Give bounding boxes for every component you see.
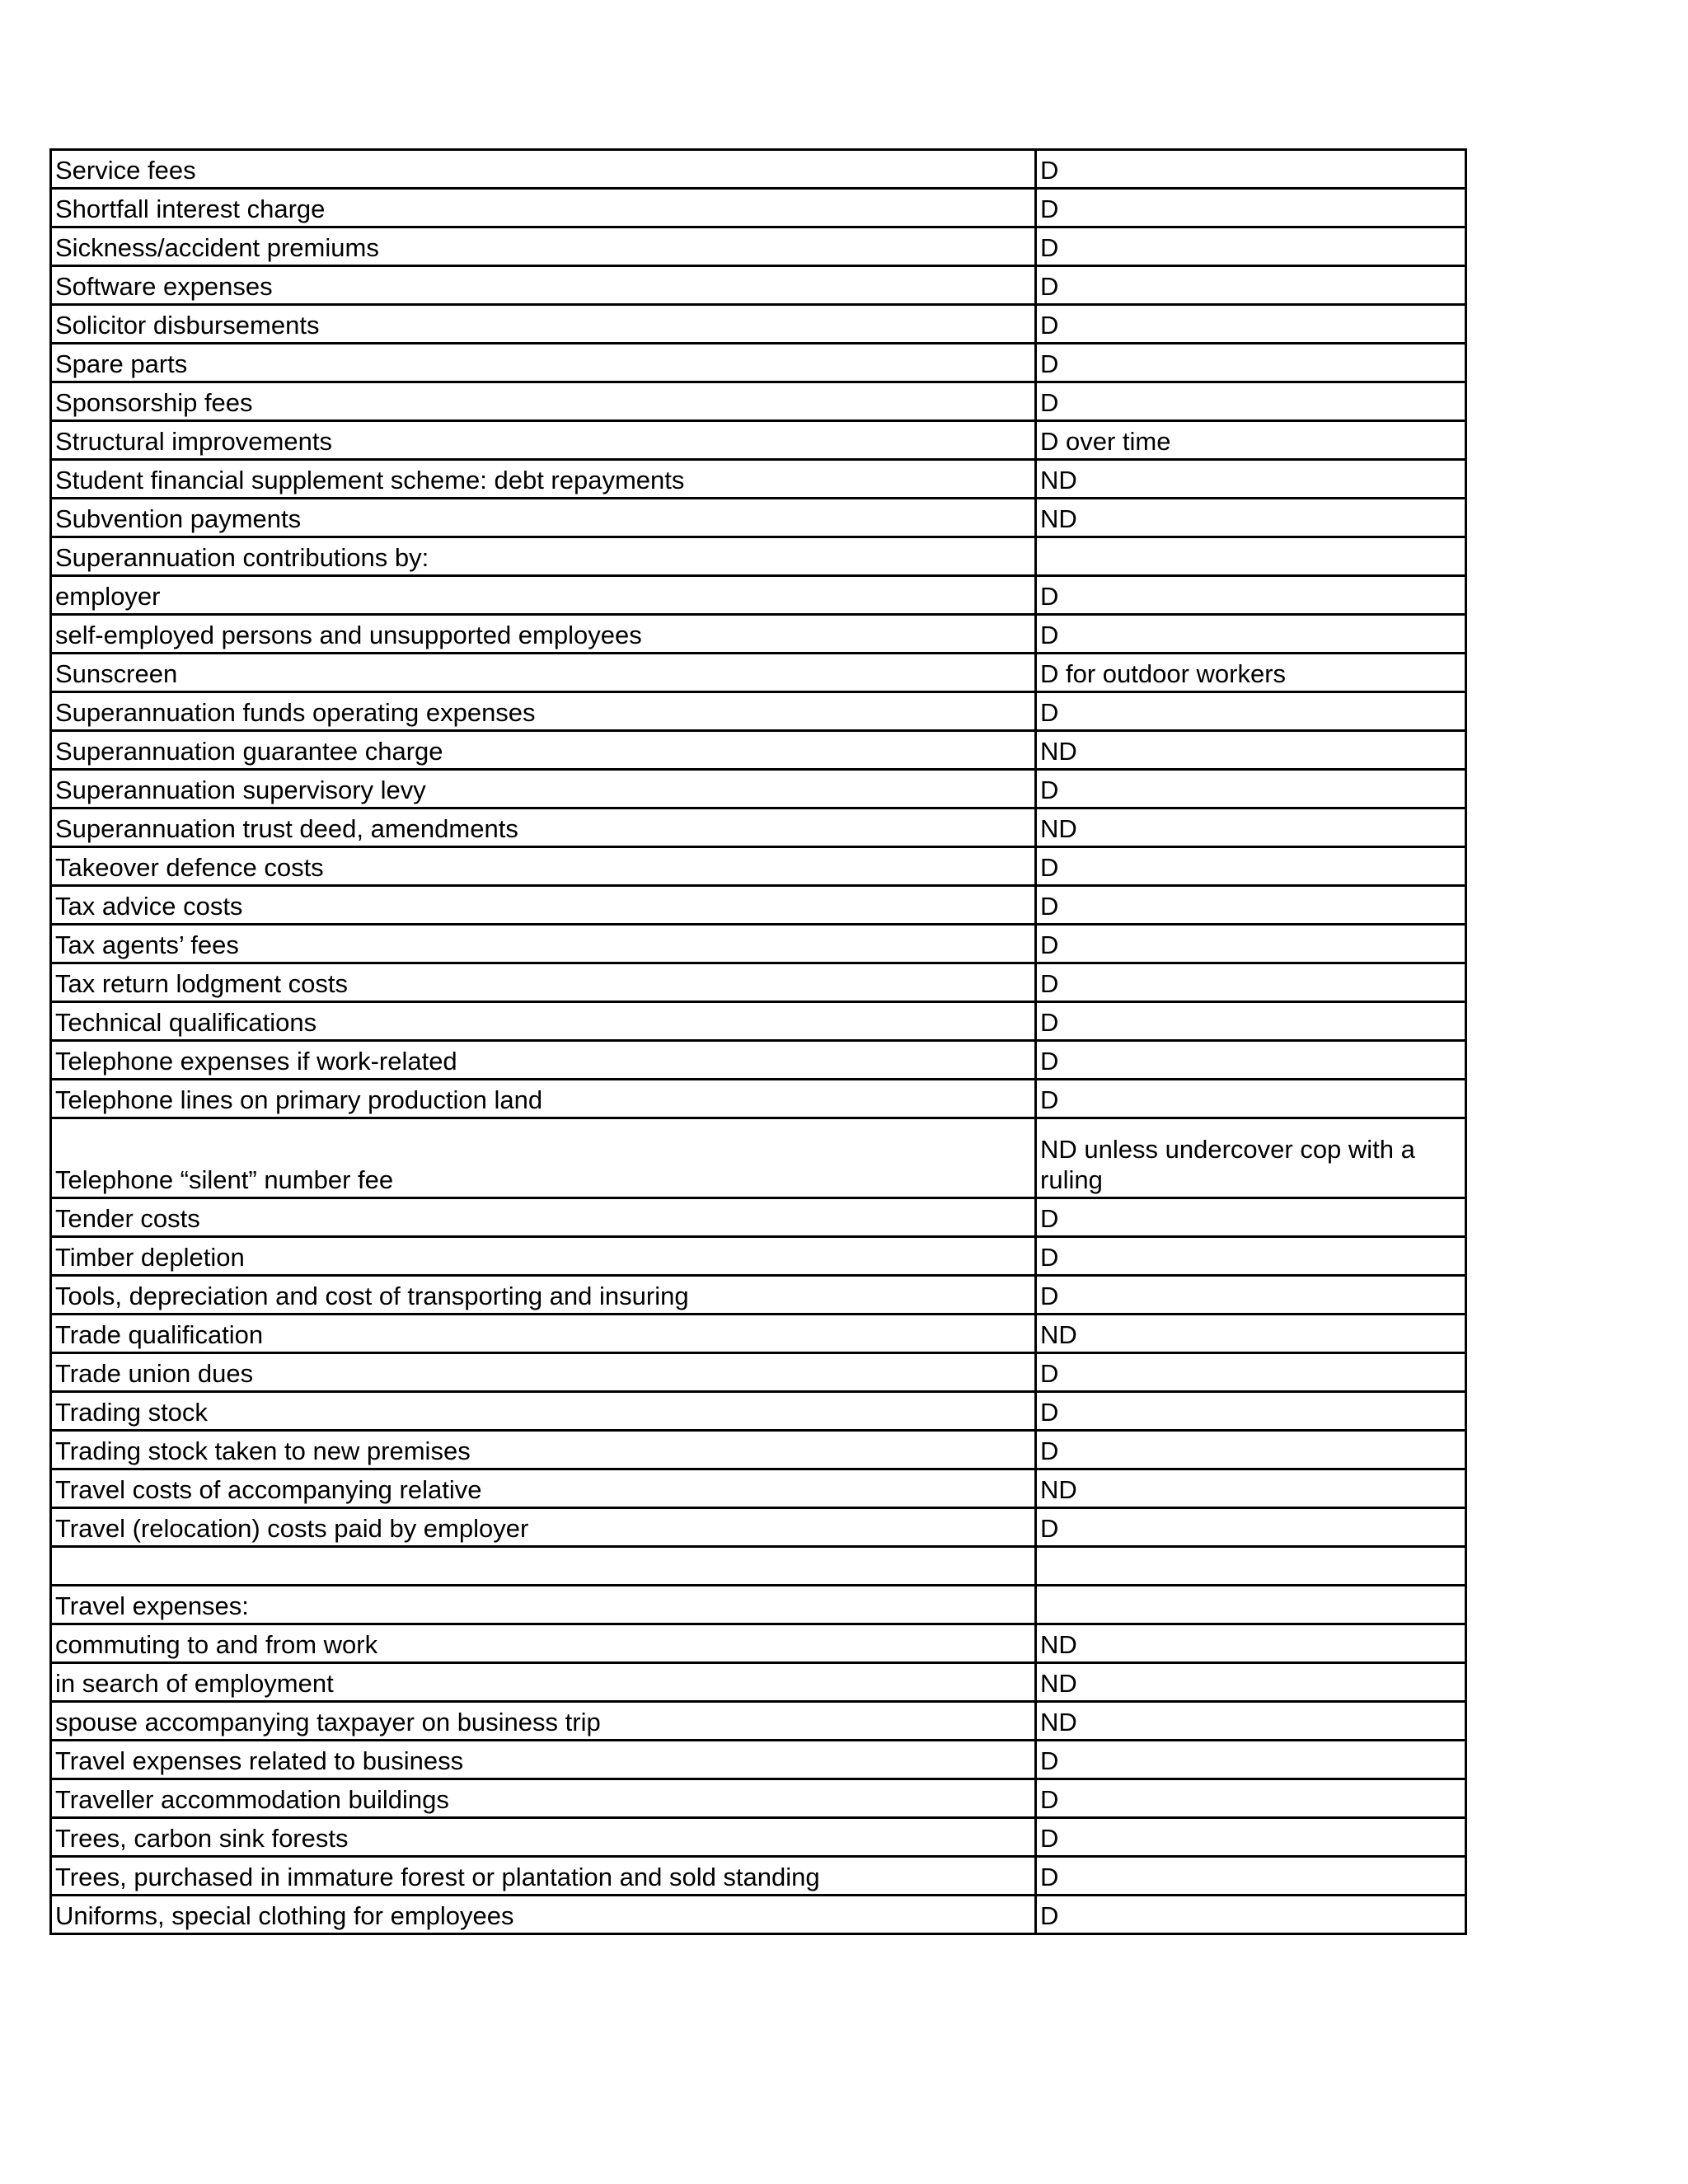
- item-cell: self-employed persons and unsupported employees: [51, 615, 1036, 654]
- status-cell: [1036, 1586, 1466, 1624]
- table-row: [51, 1118, 1466, 1198]
- table-body: [51, 150, 1466, 1934]
- item-cell: Subvention payments: [51, 499, 1036, 537]
- item-cell: Tools, depreciation and cost of transporting and insuring: [51, 1276, 1036, 1315]
- deductibility-table: [49, 148, 1467, 1935]
- item-cell: Structural improvements: [51, 421, 1036, 460]
- item-cell: Tender costs: [51, 1198, 1036, 1237]
- status-cell: D: [1036, 615, 1466, 654]
- status-cell: D: [1036, 344, 1466, 382]
- item-cell: Superannuation guarantee charge: [51, 731, 1036, 770]
- item-cell: Trees, carbon sink forests: [51, 1818, 1036, 1857]
- item-cell: Telephone expenses if work-related: [51, 1041, 1036, 1080]
- status-cell: ND unless undercover cop with a ruling: [1036, 1118, 1466, 1198]
- item-cell: Software expenses: [51, 266, 1036, 305]
- table-row: [51, 499, 1466, 537]
- item-cell: Travel expenses related to business: [51, 1741, 1036, 1779]
- status-cell: ND: [1036, 1702, 1466, 1741]
- table-row: [51, 382, 1466, 421]
- status-cell: D for outdoor workers: [1036, 654, 1466, 692]
- table-row: [51, 576, 1466, 615]
- item-cell: Sunscreen: [51, 654, 1036, 692]
- status-cell: D: [1036, 925, 1466, 963]
- status-cell: D: [1036, 1779, 1466, 1818]
- table-row: [51, 1663, 1466, 1702]
- status-cell: D: [1036, 1431, 1466, 1469]
- item-cell: Superannuation contributions by:: [51, 537, 1036, 576]
- status-cell: D: [1036, 227, 1466, 266]
- status-cell: D: [1036, 1276, 1466, 1315]
- table-row: [51, 1080, 1466, 1118]
- table-row: [51, 1353, 1466, 1392]
- status-cell: ND: [1036, 499, 1466, 537]
- table-row: [51, 421, 1466, 460]
- item-cell: Trading stock taken to new premises: [51, 1431, 1036, 1469]
- table-row: [51, 1469, 1466, 1508]
- item-cell: Service fees: [51, 150, 1036, 189]
- status-cell: D: [1036, 847, 1466, 886]
- item-cell: Tax return lodgment costs: [51, 963, 1036, 1002]
- table-row: [51, 537, 1466, 576]
- item-cell: Telephone “silent” number fee: [51, 1118, 1036, 1198]
- table-row: [51, 886, 1466, 925]
- table-row: [51, 1818, 1466, 1857]
- table-row: [51, 692, 1466, 731]
- table-row: [51, 344, 1466, 382]
- table-row: [51, 189, 1466, 227]
- item-cell: employer: [51, 576, 1036, 615]
- item-cell: Trading stock: [51, 1392, 1036, 1431]
- item-cell: Travel costs of accompanying relative: [51, 1469, 1036, 1508]
- status-cell: [1036, 1547, 1466, 1586]
- status-cell: D: [1036, 266, 1466, 305]
- status-cell: D: [1036, 1198, 1466, 1237]
- status-cell: ND: [1036, 1663, 1466, 1702]
- status-cell: ND: [1036, 460, 1466, 499]
- item-cell: Traveller accommodation buildings: [51, 1779, 1036, 1818]
- table-row: [51, 1624, 1466, 1663]
- table-row: [51, 654, 1466, 692]
- table-row: [51, 615, 1466, 654]
- status-cell: D: [1036, 382, 1466, 421]
- item-cell: commuting to and from work: [51, 1624, 1036, 1663]
- item-cell: Shortfall interest charge: [51, 189, 1036, 227]
- table-row: [51, 1547, 1466, 1586]
- status-cell: D over time: [1036, 421, 1466, 460]
- status-cell: D: [1036, 1818, 1466, 1857]
- status-cell: D: [1036, 1857, 1466, 1896]
- table-row: [51, 770, 1466, 808]
- status-cell: D: [1036, 305, 1466, 344]
- status-cell: D: [1036, 1392, 1466, 1431]
- table-row: [51, 305, 1466, 344]
- table-row: [51, 1198, 1466, 1237]
- item-cell: Superannuation trust deed, amendments: [51, 808, 1036, 847]
- item-cell: Telephone lines on primary production land: [51, 1080, 1036, 1118]
- status-cell: [1036, 537, 1466, 576]
- item-cell: Superannuation supervisory levy: [51, 770, 1036, 808]
- table-row: [51, 1857, 1466, 1896]
- table-row: [51, 266, 1466, 305]
- status-cell: D: [1036, 963, 1466, 1002]
- status-cell: D: [1036, 150, 1466, 189]
- item-cell: in search of employment: [51, 1663, 1036, 1702]
- status-cell: ND: [1036, 731, 1466, 770]
- table-row: [51, 1896, 1466, 1934]
- table-row: [51, 1508, 1466, 1547]
- item-cell: Uniforms, special clothing for employees: [51, 1896, 1036, 1934]
- table-row: [51, 1237, 1466, 1276]
- table-row: [51, 1002, 1466, 1041]
- table-row: [51, 963, 1466, 1002]
- item-cell: Sickness/accident premiums: [51, 227, 1036, 266]
- table-row: [51, 1041, 1466, 1080]
- table-row: [51, 227, 1466, 266]
- item-cell: Tax agents’ fees: [51, 925, 1036, 963]
- status-cell: D: [1036, 189, 1466, 227]
- status-cell: D: [1036, 770, 1466, 808]
- status-cell: ND: [1036, 1315, 1466, 1353]
- status-cell: D: [1036, 1080, 1466, 1118]
- item-cell: Technical qualifications: [51, 1002, 1036, 1041]
- table-row: [51, 847, 1466, 886]
- table-row: [51, 1276, 1466, 1315]
- table-row: [51, 150, 1466, 189]
- item-cell: Tax advice costs: [51, 886, 1036, 925]
- item-cell: Travel (relocation) costs paid by employer: [51, 1508, 1036, 1547]
- status-cell: D: [1036, 1002, 1466, 1041]
- item-cell: Spare parts: [51, 344, 1036, 382]
- status-cell: D: [1036, 1896, 1466, 1934]
- table-row: [51, 1741, 1466, 1779]
- item-cell: Trade union dues: [51, 1353, 1036, 1392]
- item-cell: Sponsorship fees: [51, 382, 1036, 421]
- item-cell: Superannuation funds operating expenses: [51, 692, 1036, 731]
- status-cell: D: [1036, 692, 1466, 731]
- table-row: [51, 925, 1466, 963]
- table-row: [51, 1392, 1466, 1431]
- table-row: [51, 1431, 1466, 1469]
- table-row: [51, 731, 1466, 770]
- table-row: [51, 460, 1466, 499]
- table-row: [51, 1779, 1466, 1818]
- item-cell: [51, 1547, 1036, 1586]
- status-cell: D: [1036, 886, 1466, 925]
- status-cell: ND: [1036, 1624, 1466, 1663]
- item-cell: spouse accompanying taxpayer on business trip: [51, 1702, 1036, 1741]
- item-cell: Takeover defence costs: [51, 847, 1036, 886]
- status-cell: D: [1036, 1237, 1466, 1276]
- status-cell: D: [1036, 1353, 1466, 1392]
- item-cell: Timber depletion: [51, 1237, 1036, 1276]
- item-cell: Solicitor disbursements: [51, 305, 1036, 344]
- status-cell: D: [1036, 1508, 1466, 1547]
- item-cell: Travel expenses:: [51, 1586, 1036, 1624]
- table-row: [51, 1315, 1466, 1353]
- status-cell: ND: [1036, 1469, 1466, 1508]
- item-cell: Trade qualification: [51, 1315, 1036, 1353]
- table-row: [51, 808, 1466, 847]
- item-cell: Trees, purchased in immature forest or plantation and sold standing: [51, 1857, 1036, 1896]
- status-cell: D: [1036, 1741, 1466, 1779]
- item-cell: Student financial supplement scheme: debt repayments: [51, 460, 1036, 499]
- table-row: [51, 1702, 1466, 1741]
- status-cell: D: [1036, 576, 1466, 615]
- table-row: [51, 1586, 1466, 1624]
- status-cell: ND: [1036, 808, 1466, 847]
- status-cell: D: [1036, 1041, 1466, 1080]
